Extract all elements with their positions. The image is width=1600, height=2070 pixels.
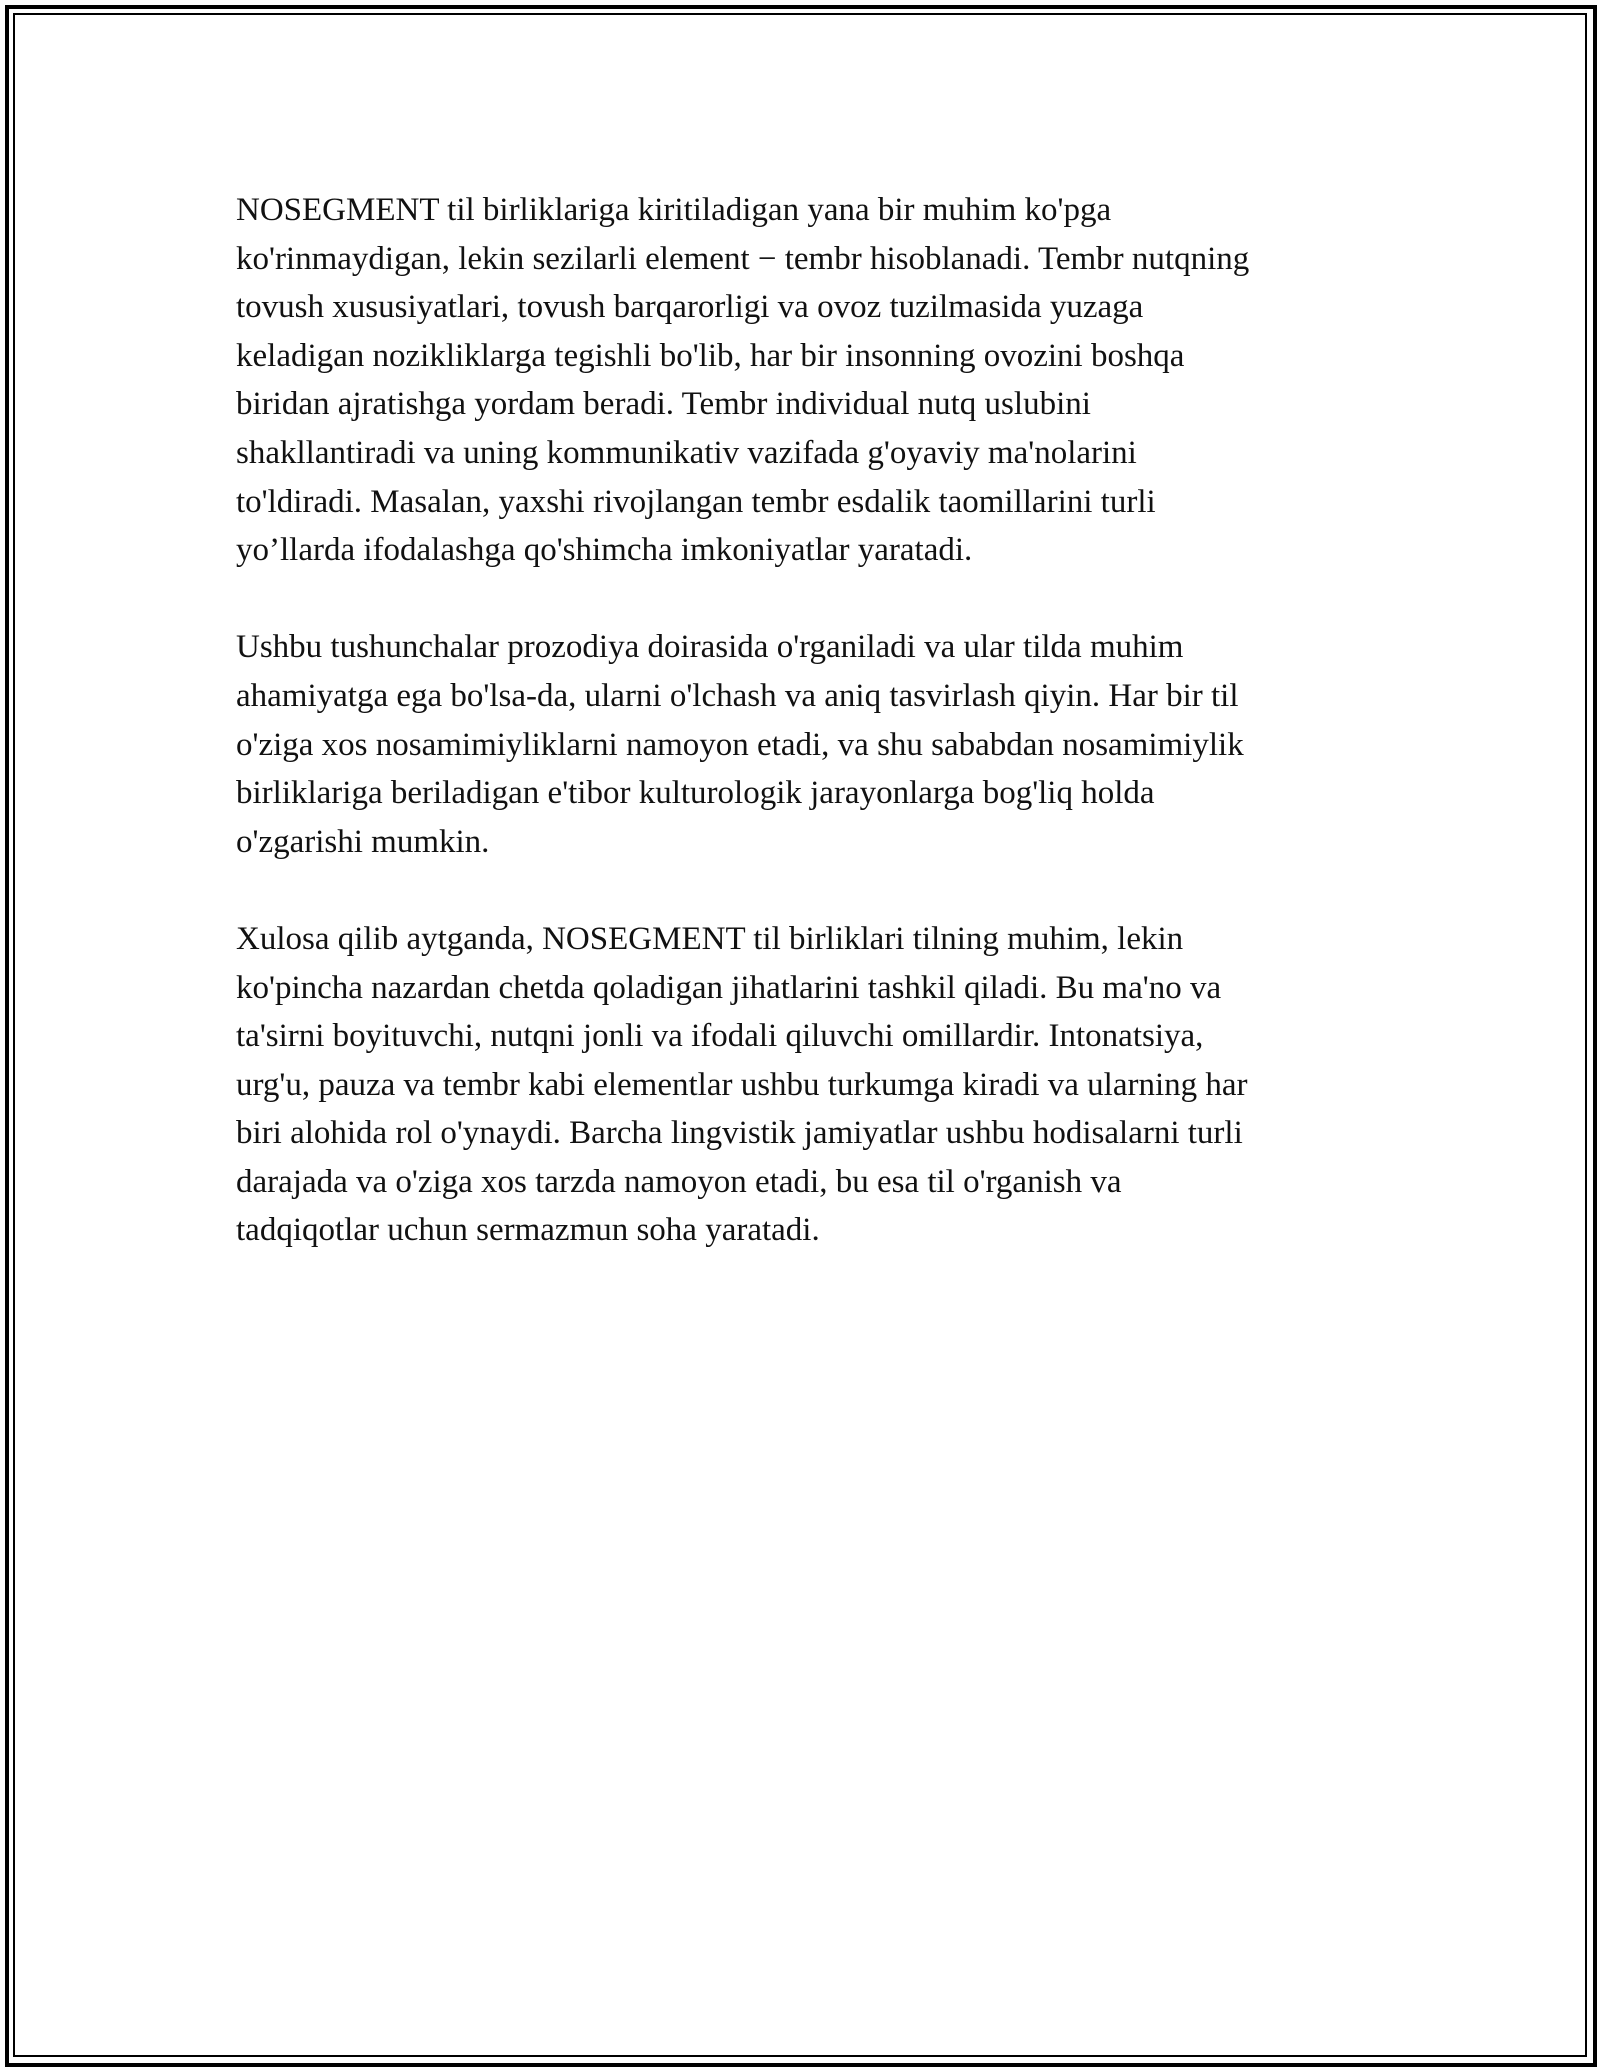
text-line: ahamiyatga ega bo'lsa-da, ularni o'lchash va aniq tasvirlash qiyin. Har bir til	[236, 677, 1239, 714]
text-line: o'zgarishi mumkin.	[236, 823, 490, 860]
text-line: darajada va o'ziga xos tarzda namoyon etadi, bu esa til o'rganish va	[236, 1163, 1122, 1200]
document-body	[236, 186, 1376, 1304]
text-line: tadqiqotlar uchun sermazmun soha yaratadi.	[236, 1212, 820, 1249]
text-line: NOSEGMENT til birliklariga kiritiladigan yana bir muhim ko'pga	[236, 192, 1112, 228]
text-line: ta'sirni boyituvchi, nutqni jonli va ifodali qiluvchi omillardir. Intonatsiya,	[236, 1018, 1204, 1055]
text-line: tovush xususiyatlari, tovush barqarorligi va ovoz tuzilmasida yuzaga	[236, 289, 1144, 326]
text-line: shakllantiradi va uning kommunikativ vazifada g'oyaviy ma'nolarini	[236, 434, 1137, 471]
text-line: ko'rinmaydigan, lekin sezilarli element − tembr hisoblanadi. Tembr nutqning	[236, 240, 1250, 277]
text-line: biri alohida rol o'ynaydi. Barcha lingvistik jamiyatlar ushbu hodisalarni turli	[236, 1115, 1243, 1152]
text-line: Xulosa qilib aytganda, NOSEGMENT til birliklari tilning muhim, lekin	[236, 920, 1184, 957]
text-line: Ushbu tushunchalar prozodiya doirasida o'rganiladi va ular tilda muhim	[236, 629, 1184, 666]
text-line: o'ziga xos nosamimiyliklarni namoyon etadi, va shu sababdan nosamimiylik	[236, 726, 1244, 763]
text-line: urg'u, pauza va tembr kabi elementlar ushbu turkumga kiradi va ularning har	[236, 1066, 1248, 1103]
text-line: keladigan nozikliklarga tegishli bo'lib, har bir insonning ovozini boshqa	[236, 337, 1185, 374]
paragraph-3	[236, 915, 1376, 1255]
paragraph-2	[236, 623, 1376, 866]
text-line: yo’llarda ifodalashga qo'shimcha imkoniyatlar yaratadi.	[236, 532, 973, 569]
text-line: ko'pincha nazardan chetda qoladigan jihatlarini tashkil qiladi. Bu ma'no va	[236, 969, 1222, 1006]
paragraph-1	[236, 186, 1376, 575]
text-line: biridan ajratishga yordam beradi. Tembr individual nutq uslubini	[236, 386, 1091, 423]
text-line: birliklariga beriladigan e'tibor kulturologik jarayonlarga bog'liq holda	[236, 775, 1155, 812]
text-line: to'ldiradi. Masalan, yaxshi rivojlangan tembr esdalik taomillarini turli	[236, 483, 1156, 520]
